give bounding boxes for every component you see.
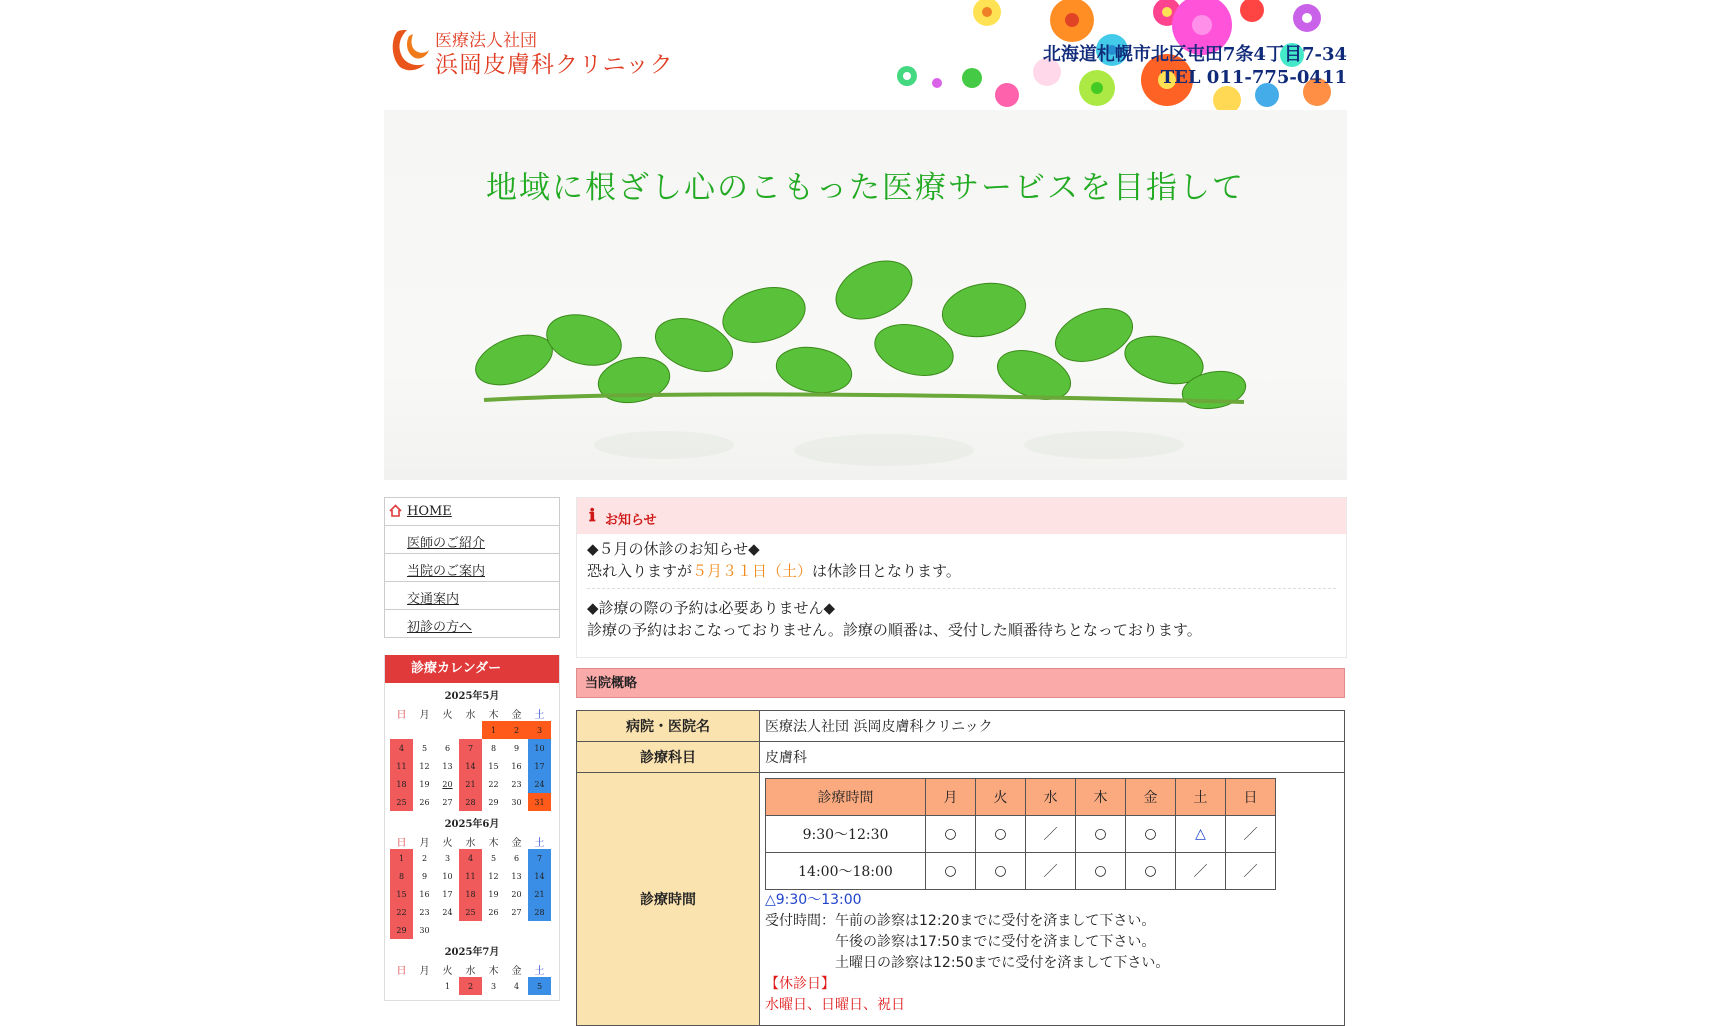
note-reception-sat: 土曜日の診察は12:50までに受付を済まして下さい。 [835, 955, 1170, 971]
calendar-day: 25 [459, 903, 482, 921]
calendar-day: 5 [490, 853, 497, 863]
clinic-calendar [384, 655, 560, 1001]
calendar-day: 5 [421, 743, 428, 753]
calendar-day: 14 [459, 757, 482, 775]
note-reception-pm: 午後の診察は17:50までに受付を済まして下さい。 [835, 934, 1156, 950]
calendar-day: 5 [528, 977, 551, 995]
calendar-day: 4 [459, 849, 482, 867]
calendar-day: 22 [390, 903, 413, 921]
hours-cell: 9:30～12:30 [766, 816, 926, 853]
calendar-weekday: 月 [419, 837, 430, 849]
hours-cell: △ [1176, 816, 1226, 853]
hours-cell: ○ [976, 853, 1026, 890]
overview-val-dept: 皮膚科 [760, 742, 1345, 773]
hours-header-cell: 診療時間 [766, 779, 926, 816]
hours-cell: ／ [1226, 816, 1276, 853]
notice-heading: お知らせ [605, 513, 657, 528]
calendar-weekday: 日 [396, 965, 407, 977]
nav-item-access[interactable] [385, 582, 559, 610]
calendar-day: 26 [488, 907, 499, 917]
hours-header-cell: 木 [1076, 779, 1126, 816]
calendar-heading: 診療カレンダー [385, 655, 559, 683]
overview-key-name: 病院・医院名 [577, 711, 760, 742]
calendar-day: 21 [459, 775, 482, 793]
nav-item-doctor[interactable] [385, 526, 559, 554]
calendar-grid [390, 833, 551, 939]
clinic-address: 北海道札幌市北区屯田7条4丁目7-34 [1042, 44, 1347, 65]
closure-date: ５月３１日（土） [692, 562, 813, 580]
site-header [384, 0, 1347, 110]
calendar-month [385, 817, 559, 939]
notice-body [577, 534, 1346, 641]
calendar-day [436, 721, 459, 739]
calendar-day: 13 [511, 871, 522, 881]
closure-text-pre: 恐れ入りますが [587, 562, 693, 580]
clinic-logo-icon [389, 26, 431, 74]
calendar-day [390, 977, 413, 995]
calendar-day: 2 [421, 853, 428, 863]
calendar-day: 11 [459, 867, 482, 885]
calendar-day: 7 [459, 739, 482, 757]
overview-key-hours: 診療時間 [577, 773, 760, 1026]
hours-cell: ○ [1126, 816, 1176, 853]
calendar-day: 3 [528, 721, 551, 739]
calendar-day: 6 [513, 853, 520, 863]
hours-cell: ○ [1126, 853, 1176, 890]
calendar-weekday: 木 [488, 709, 499, 721]
side-nav [384, 497, 560, 638]
calendar-day: 21 [528, 885, 551, 903]
calendar-day: 12 [419, 761, 430, 771]
logo-clinic-name: 浜岡皮膚科クリニック [435, 52, 674, 78]
calendar-day: 28 [459, 793, 482, 811]
calendar-day: 10 [442, 871, 453, 881]
calendar-day: 27 [442, 797, 453, 807]
notice-item-closure-text [587, 560, 1336, 582]
hours-notes [765, 890, 1339, 1016]
closed-days-title: 【休診日】 [765, 976, 835, 992]
calendar-day: 4 [513, 981, 520, 991]
calendar-day [436, 921, 459, 939]
hours-cell: ○ [1076, 816, 1126, 853]
calendar-day: 3 [490, 981, 497, 991]
overview-heading: 当院概略 [576, 668, 1345, 698]
hours-cell: ○ [976, 816, 1026, 853]
calendar-day: 2 [505, 721, 528, 739]
notice-item-closure-title: ◆５月の休診のお知らせ◆ [587, 540, 760, 558]
hours-header-cell: 土 [1176, 779, 1226, 816]
calendar-day: 1 [482, 721, 505, 739]
hours-row [766, 853, 1276, 890]
calendar-weekday: 月 [419, 965, 430, 977]
hours-cell: ／ [1026, 853, 1076, 890]
hours-cell: ／ [1226, 853, 1276, 890]
calendar-day [390, 721, 413, 739]
hours-header-cell: 火 [976, 779, 1026, 816]
calendar-day: 4 [390, 739, 413, 757]
calendar-weekday: 金 [511, 709, 522, 721]
overview-val-name: 医療法人社団 浜岡皮膚科クリニック [760, 711, 1345, 742]
calendar-day: 29 [488, 797, 499, 807]
calendar-day: 16 [511, 761, 522, 771]
calendar-day: 6 [444, 743, 451, 753]
nav-link-home[interactable]: HOME [407, 504, 452, 519]
calendar-day: 18 [390, 775, 413, 793]
notice-header [577, 498, 1346, 534]
overview-row-dept [577, 742, 1345, 773]
hours-header-cell: 水 [1026, 779, 1076, 816]
nav-item-home[interactable] [385, 498, 559, 526]
calendar-day: 25 [390, 793, 413, 811]
hours-header-cell: 金 [1126, 779, 1176, 816]
calendar-weekday: 火 [442, 837, 453, 849]
calendar-day: 30 [511, 797, 522, 807]
calendar-day: 29 [390, 921, 413, 939]
calendar-day: 13 [442, 761, 453, 771]
hours-cell: ／ [1176, 853, 1226, 890]
calendar-day: 1 [390, 849, 413, 867]
overview-val-hours [760, 773, 1345, 1026]
page [384, 0, 1347, 1013]
hours-cell: ○ [1076, 853, 1126, 890]
calendar-day: 23 [419, 907, 430, 917]
calendar-weekday: 水 [465, 709, 476, 721]
calendar-weekday: 水 [465, 965, 476, 977]
calendar-day: 3 [444, 853, 451, 863]
hours-cell: ○ [926, 816, 976, 853]
calendar-months [385, 689, 559, 995]
calendar-day: 23 [511, 779, 522, 789]
calendar-weekday: 水 [465, 837, 476, 849]
calendar-day: 15 [488, 761, 499, 771]
calendar-weekday: 日 [396, 837, 407, 849]
calendar-weekday: 火 [442, 709, 453, 721]
nav-item-clinic-info[interactable] [385, 554, 559, 582]
logo-subtitle: 医療法人社団 [435, 31, 537, 51]
calendar-day [528, 921, 551, 939]
hours-header-cell: 日 [1226, 779, 1276, 816]
calendar-weekday: 木 [488, 965, 499, 977]
nav-link-clinic-info[interactable]: 当院のご案内 [407, 564, 486, 579]
calendar-day: 20 [442, 779, 453, 789]
calendar-day: 30 [419, 925, 430, 935]
nav-link-first-visit[interactable]: 初診の方へ [407, 620, 473, 635]
calendar-day: 19 [419, 779, 430, 789]
calendar-weekday: 火 [442, 965, 453, 977]
calendar-day: 16 [419, 889, 430, 899]
calendar-day: 12 [488, 871, 499, 881]
closure-text-post: は休診日となります。 [812, 562, 961, 580]
calendar-day [459, 721, 482, 739]
calendar-day: 27 [511, 907, 522, 917]
overview-key-dept: 診療科目 [577, 742, 760, 773]
calendar-weekday: 土 [534, 837, 545, 849]
calendar-day: 15 [390, 885, 413, 903]
hero-banner [384, 110, 1347, 480]
hours-cell: 14:00～18:00 [766, 853, 926, 890]
hours-table [765, 778, 1276, 890]
calendar-day: 8 [390, 867, 413, 885]
notice-item-reservation [587, 589, 1336, 641]
calendar-day: 1 [444, 981, 451, 991]
hero-title: 地域に根ざし心のこもった医療サービスを目指して [486, 170, 1245, 206]
nav-link-access[interactable]: 交通案内 [407, 592, 460, 607]
calendar-weekday: 土 [534, 965, 545, 977]
calendar-month [385, 689, 559, 811]
hours-cell: ／ [1026, 816, 1076, 853]
calendar-day [459, 921, 482, 939]
calendar-day: 14 [528, 867, 551, 885]
hours-row [766, 816, 1276, 853]
calendar-day [482, 921, 505, 939]
home-icon [389, 504, 402, 517]
calendar-grid [390, 705, 551, 811]
calendar-day: 24 [442, 907, 453, 917]
calendar-day: 9 [513, 743, 520, 753]
note-saturday-hours: △9:30～13:00 [765, 892, 862, 908]
calendar-day: 31 [528, 793, 551, 811]
clinic-phone[interactable]: TEL 011-775-0411 [1160, 67, 1347, 88]
calendar-day: 20 [511, 889, 522, 899]
notice-item-reservation-title: ◆診療の際の予約は必要ありません◆ [587, 599, 836, 617]
mint-leaves-image [464, 230, 1264, 470]
hours-cell: ○ [926, 853, 976, 890]
calendar-day: 24 [528, 775, 551, 793]
closed-days: 水曜日、日曜日、祝日 [765, 997, 905, 1013]
calendar-month-title: 2025年7月 [444, 947, 500, 958]
nav-item-first-visit[interactable] [385, 610, 559, 637]
calendar-weekday: 木 [488, 837, 499, 849]
info-icon: ℹ [589, 506, 596, 526]
calendar-day [413, 977, 436, 995]
calendar-weekday: 月 [419, 709, 430, 721]
calendar-day: 2 [459, 977, 482, 995]
overview-table [576, 710, 1345, 1026]
overview-row-hours [577, 773, 1345, 1026]
calendar-day: 19 [488, 889, 499, 899]
calendar-weekday: 金 [511, 837, 522, 849]
calendar-day: 17 [528, 757, 551, 775]
calendar-month-title: 2025年6月 [444, 819, 500, 830]
calendar-weekday: 土 [534, 709, 545, 721]
note-reception-am: 受付時間：午前の診察は12:20までに受付を済まして下さい。 [765, 913, 1156, 929]
calendar-day [505, 921, 528, 939]
hours-header-cell: 月 [926, 779, 976, 816]
nav-link-doctor[interactable]: 医師のご紹介 [407, 536, 486, 551]
notice-item-reservation-text: 診療の予約はおこなっておりません。診療の順番は、受付した順番待ちとなっております。 [587, 621, 1202, 639]
calendar-day: 8 [490, 743, 497, 753]
calendar-day [413, 721, 436, 739]
calendar-day: 22 [488, 779, 499, 789]
calendar-day: 18 [459, 885, 482, 903]
overview-row-name [577, 711, 1345, 742]
calendar-day: 7 [528, 849, 551, 867]
notice-item-closure [587, 538, 1336, 589]
calendar-month [385, 945, 559, 995]
calendar-day: 28 [528, 903, 551, 921]
calendar-day: 9 [421, 871, 428, 881]
calendar-day: 26 [419, 797, 430, 807]
calendar-weekday: 日 [396, 709, 407, 721]
notice-box [576, 497, 1347, 658]
calendar-day: 10 [528, 739, 551, 757]
calendar-day: 17 [442, 889, 453, 899]
calendar-month-title: 2025年5月 [444, 691, 500, 702]
calendar-weekday: 金 [511, 965, 522, 977]
calendar-day: 11 [390, 757, 413, 775]
calendar-grid [390, 961, 551, 995]
